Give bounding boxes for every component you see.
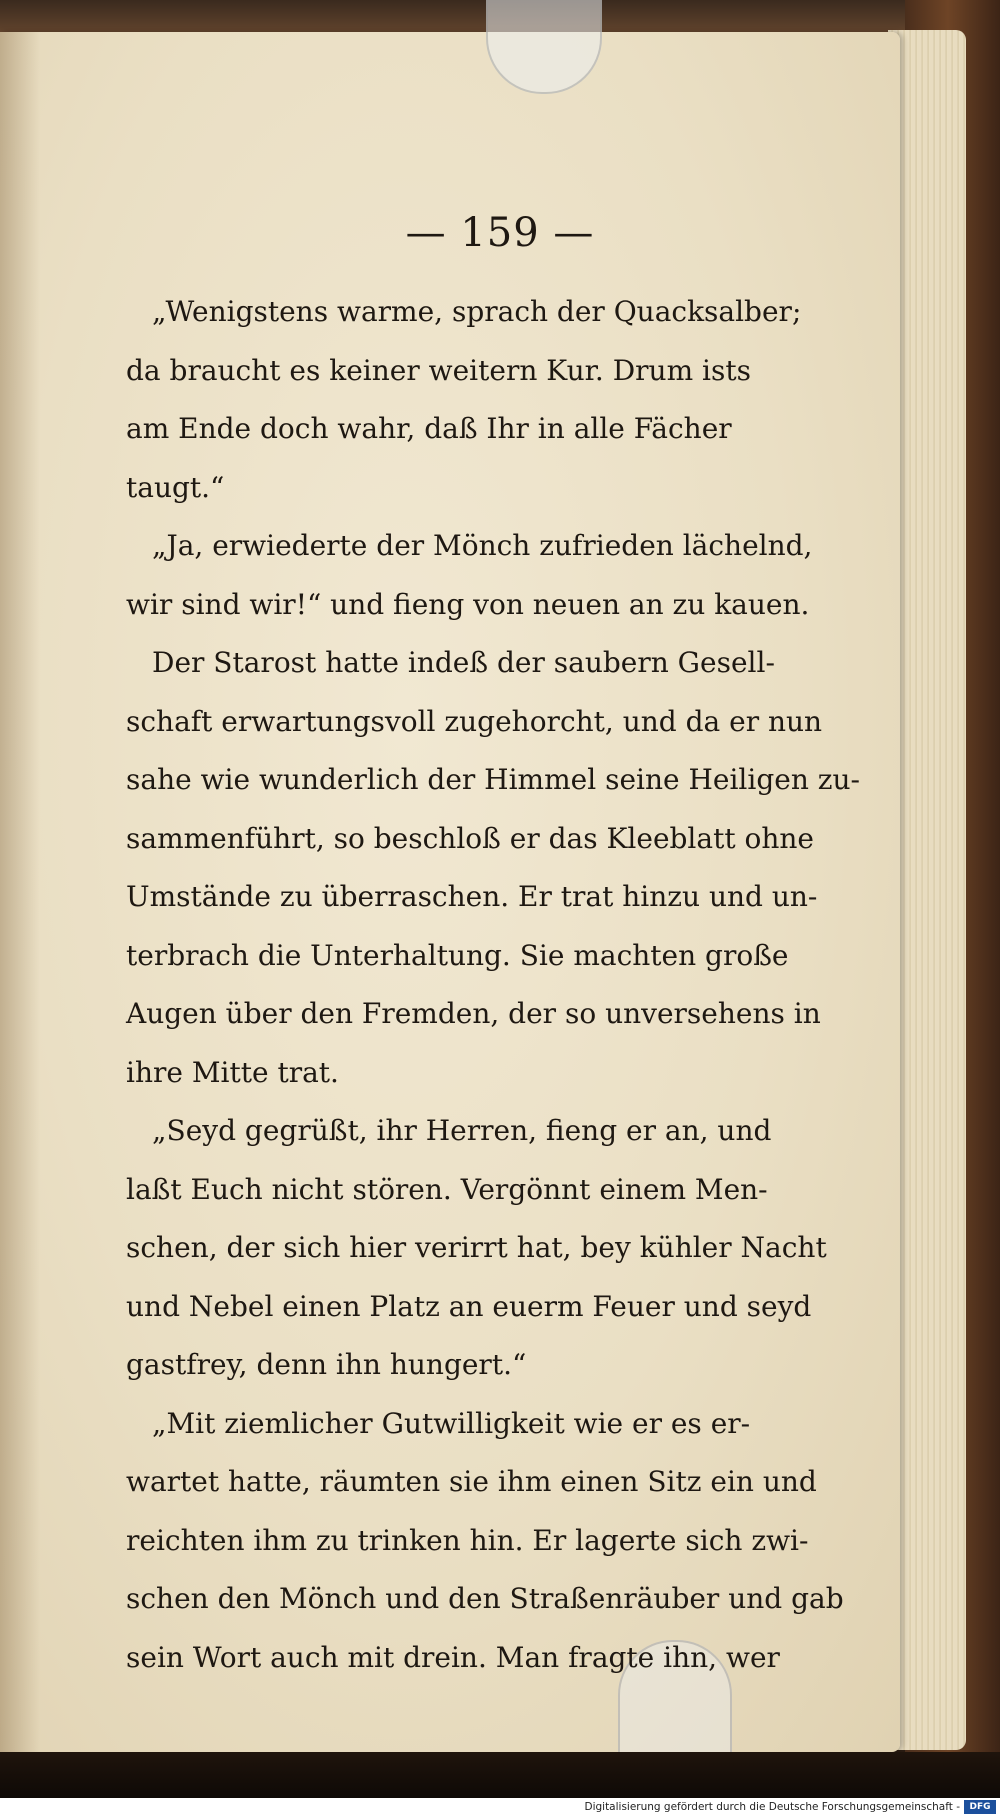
- text-line: wir sind wir!“ und fieng von neuen an zu kauen.: [126, 587, 810, 621]
- text-line: sein Wort auch mit drein. Man fragte ihn, wer: [126, 1640, 780, 1674]
- text-line: schen den Mönch und den Straßenräuber und gab: [126, 1582, 844, 1615]
- text-line: Augen über den Fremden, der so unversehens in: [126, 997, 821, 1030]
- text-line: reichten ihm zu trinken hin. Er lagerte sich zwi-: [126, 1523, 809, 1557]
- text-line: sammenführt, so beschloß er das Kleeblatt ohne: [126, 821, 814, 855]
- text-line: „Wenigstens warme, sprach der Quacksalber;: [152, 295, 802, 328]
- text-line: „Mit ziemlicher Gutwilligkeit wie er es er-: [152, 1406, 751, 1440]
- text-line: am Ende doch wahr, daß Ihr in alle Fächer: [126, 412, 732, 445]
- book-bottom-edge: [0, 1752, 1000, 1798]
- text-line: „Seyd gegrüßt, ihr Herren, fieng er an, und: [152, 1114, 772, 1147]
- text-line: wartet hatte, räumten sie ihm einen Sitz ein und: [126, 1465, 817, 1498]
- text-line: terbrach die Unterhaltung. Sie machten große: [126, 938, 789, 972]
- text-line: schen, der sich hier verirrt hat, bey kühler Nacht: [126, 1231, 827, 1264]
- text-line: Der Starost hatte indeß der saubern Gesell-: [152, 646, 775, 679]
- page-text: [126, 283, 866, 1687]
- text-line: ihre Mitte trat.: [126, 1055, 339, 1089]
- text-line: Umstände zu überraschen. Er trat hinzu und un-: [126, 880, 818, 913]
- text-line: sahe wie wunderlich der Himmel seine Heiligen zu-: [126, 763, 861, 796]
- text-line: und Nebel einen Platz an euerm Feuer und seyd: [126, 1289, 812, 1323]
- text-line: taugt.“: [126, 470, 225, 504]
- dfg-logo: DFG: [964, 1800, 996, 1814]
- text-line: gastfrey, denn ihn hungert.“: [126, 1348, 527, 1381]
- page-gutter-shadow: [0, 32, 40, 1752]
- text-line: laßt Euch nicht stören. Vergönnt einem Men-: [126, 1172, 768, 1206]
- text-line: schaft erwartungsvoll zugehorcht, und da er nun: [126, 704, 823, 738]
- digitization-credit: Digitalisierung gefördert durch die Deutsche Forschungsgemeinschaft -: [584, 1801, 960, 1813]
- page-number: — 159 —: [405, 210, 595, 256]
- text-line: „Ja, erwiederte der Mönch zufrieden lächelnd,: [152, 529, 813, 562]
- text-line: da braucht es keiner weitern Kur. Drum ists: [126, 353, 751, 387]
